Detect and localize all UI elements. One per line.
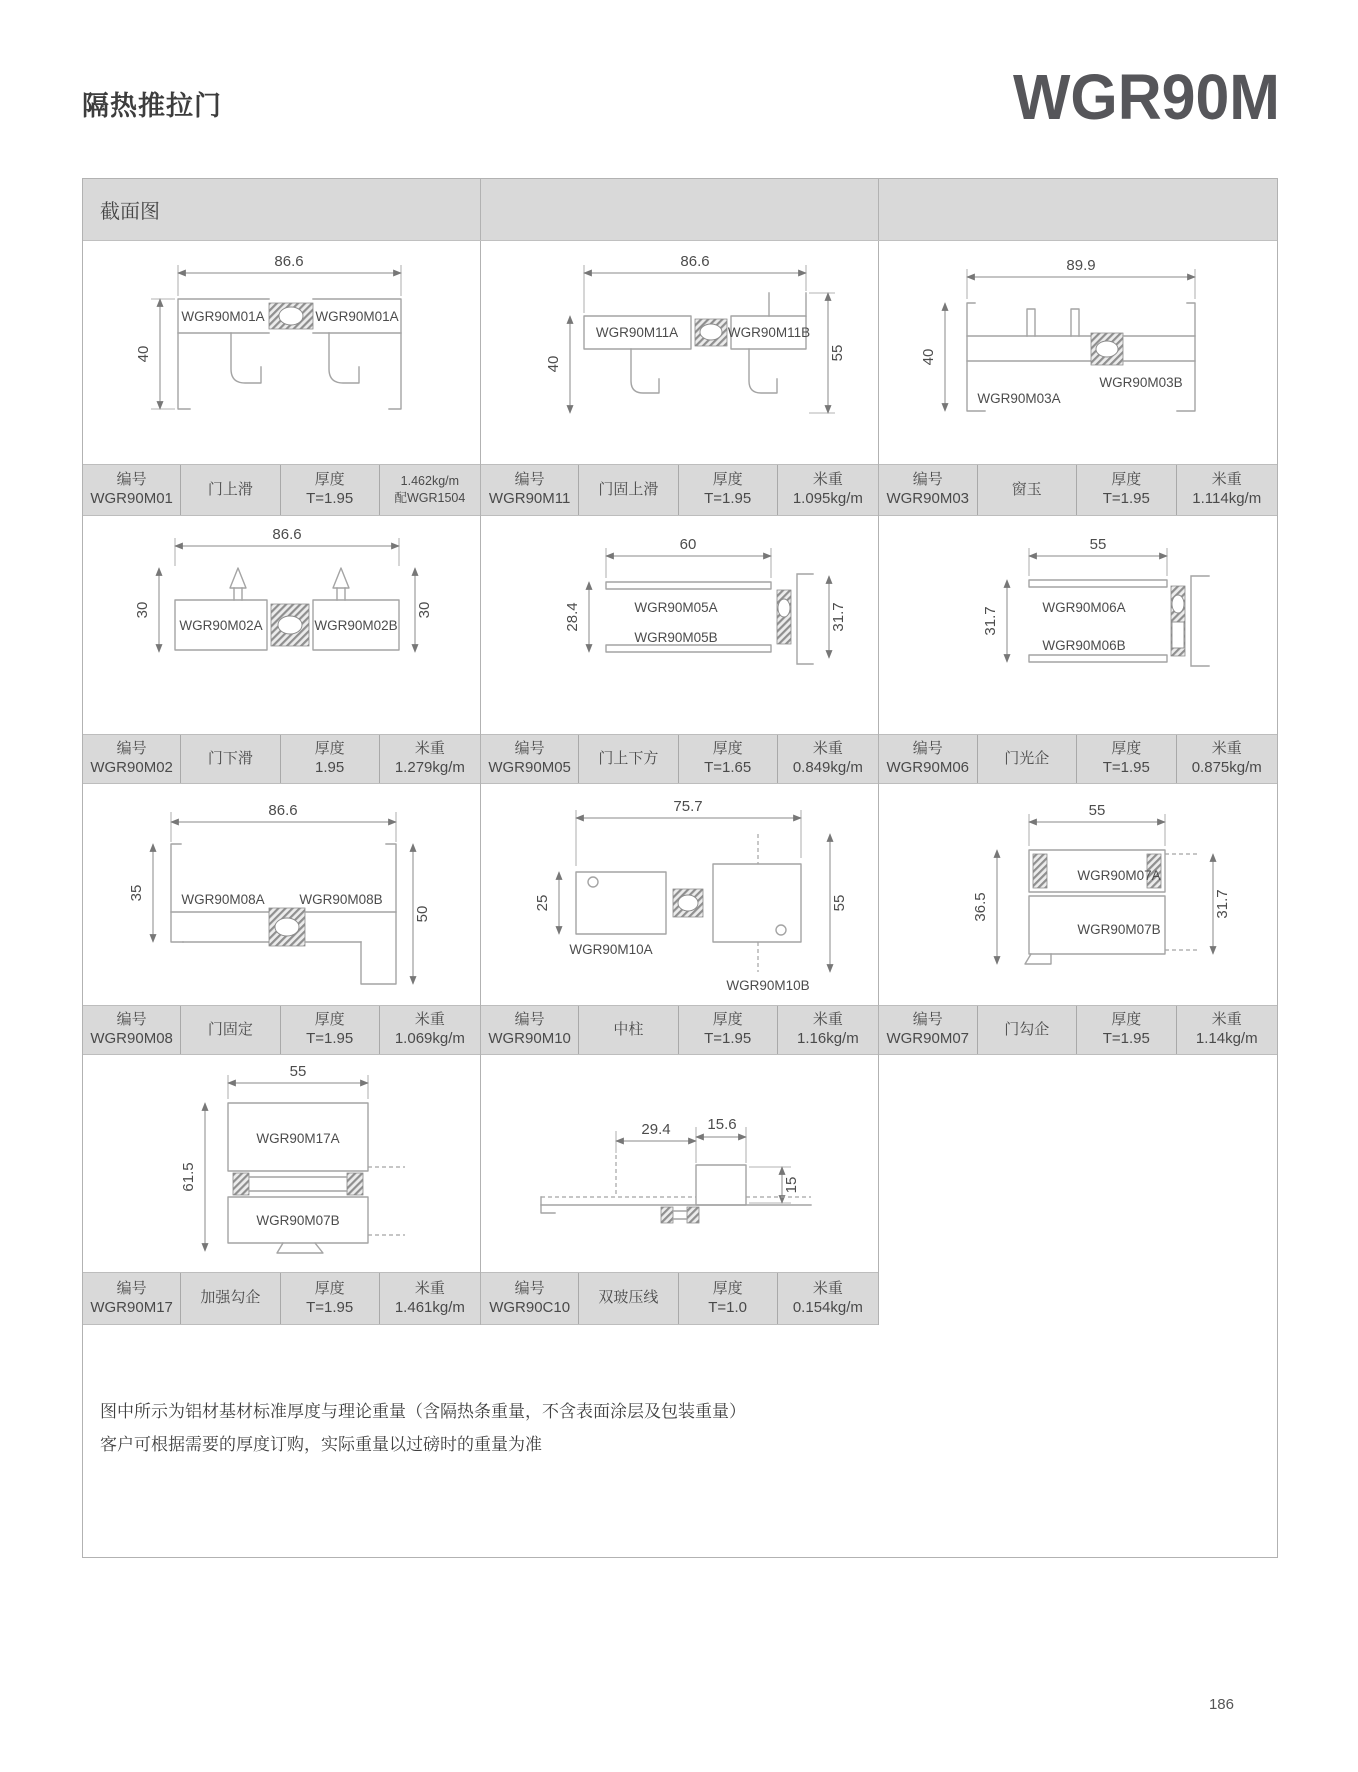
profile-name: 门光企 xyxy=(1004,749,1050,767)
thickness-value: T=1.95 xyxy=(704,1030,752,1047)
column-1 xyxy=(83,241,481,1325)
profile-name: 中柱 xyxy=(613,1020,644,1038)
dim-label: 55 xyxy=(289,1063,307,1080)
name-cell xyxy=(180,465,279,515)
dim-label: 31.7 xyxy=(1214,889,1231,919)
dim-label: 25 xyxy=(534,894,551,912)
thickness-cell xyxy=(1076,1006,1176,1054)
info-row-wgr90m01 xyxy=(83,464,480,516)
name-cell xyxy=(977,735,1077,783)
thickness-cell xyxy=(678,465,777,515)
dim-label: 75.7 xyxy=(673,798,703,815)
dim-label: 60 xyxy=(679,536,697,553)
part-label: WGR90M02B xyxy=(314,618,398,633)
code-label: 编号 xyxy=(514,740,545,758)
thickness-cell xyxy=(280,1273,379,1324)
thickness-label: 厚度 xyxy=(314,471,345,489)
part-label: WGR90M07B xyxy=(256,1213,340,1228)
thickness-cell xyxy=(678,735,777,783)
weight-label: 米重 xyxy=(812,740,843,758)
code-cell xyxy=(481,1273,578,1324)
section-diagram-wgr90m17 xyxy=(83,1055,480,1272)
thickness-cell xyxy=(280,735,379,783)
weight-cell xyxy=(379,1006,480,1054)
weight-cell xyxy=(1176,1006,1277,1054)
code-cell xyxy=(879,465,977,515)
part-label: WGR90M08B xyxy=(299,892,383,907)
profile-name: 门上下方 xyxy=(598,749,659,767)
section-diagram-wgr90m11 xyxy=(481,241,878,464)
profile-table xyxy=(82,178,1278,1558)
section-diagram-wgr90m03 xyxy=(879,241,1277,464)
series-code-title: WGR90M xyxy=(1013,61,1280,133)
thickness-value: T=1.95 xyxy=(306,1030,354,1047)
code-label: 编号 xyxy=(116,471,147,489)
dim-label: 28.4 xyxy=(564,602,581,632)
info-row-wgr90m17 xyxy=(83,1272,480,1325)
part-label: WGR90M03B xyxy=(1099,375,1183,390)
thickness-value: T=1.95 xyxy=(1102,1030,1150,1047)
weight-value: 1.069kg/m xyxy=(394,1030,465,1047)
footnotes xyxy=(83,1325,1277,1557)
info-row-wgr90m10 xyxy=(481,1005,878,1055)
dim-label: 29.4 xyxy=(641,1121,671,1138)
section-diagram-wgr90m02 xyxy=(83,516,480,734)
thickness-value: T=1.95 xyxy=(306,1298,354,1316)
part-label: WGR90M06B xyxy=(1042,638,1126,653)
thickness-label: 厚度 xyxy=(314,740,345,758)
code-value: WGR90M07 xyxy=(886,1030,970,1047)
thickness-value: 1.95 xyxy=(315,759,345,776)
section-diagram-wgr90m06 xyxy=(879,516,1277,734)
code-cell xyxy=(481,465,578,515)
thickness-value: T=1.65 xyxy=(704,759,752,776)
dim-label: 86.6 xyxy=(272,526,302,543)
part-label: WGR90M03A xyxy=(977,391,1061,406)
section-diagram-wgr90m05 xyxy=(481,516,878,734)
thickness-cell xyxy=(280,1006,379,1054)
thickness-label: 厚度 xyxy=(314,1011,345,1029)
name-cell xyxy=(578,1273,677,1324)
section-diagram-wgr90c10 xyxy=(481,1055,878,1272)
weight-value: 0.875kg/m xyxy=(1191,759,1262,776)
table-header-row xyxy=(83,179,1277,241)
weight-label: 米重 xyxy=(1211,1011,1242,1029)
code-label: 编号 xyxy=(514,471,545,489)
code-value: WGR90M01 xyxy=(90,490,173,507)
info-row-wgr90m07 xyxy=(879,1005,1277,1055)
info-row-wgr90c10 xyxy=(481,1272,878,1325)
thickness-cell xyxy=(678,1006,777,1054)
weight-value: 0.849kg/m xyxy=(792,759,863,776)
weight-cell xyxy=(777,1273,878,1324)
dim-label: 31.7 xyxy=(830,602,847,632)
footnote-line: 图中所示为铝材基材标准厚度与理论重量（含隔热条重量，不含表面涂层及包装重量） xyxy=(100,1402,746,1421)
part-label: WGR90M11A xyxy=(595,325,679,340)
code-label: 编号 xyxy=(116,740,147,758)
profile-name: 门勾企 xyxy=(1004,1020,1050,1038)
code-value: WGR90M03 xyxy=(886,490,970,507)
thickness-label: 厚度 xyxy=(1111,740,1142,758)
name-cell xyxy=(977,465,1077,515)
column-3 xyxy=(879,241,1277,1325)
dim-label: 86.6 xyxy=(274,253,304,270)
profile-name: 双玻压线 xyxy=(598,1289,659,1307)
thickness-label: 厚度 xyxy=(1111,471,1142,489)
thickness-label: 厚度 xyxy=(712,1011,743,1029)
dim-label: 15 xyxy=(783,1176,800,1194)
weight-cell xyxy=(777,735,878,783)
part-label: WGR90M10A xyxy=(569,942,653,957)
dim-label: 40 xyxy=(135,345,152,363)
dim-label: 55 xyxy=(831,894,848,912)
profile-name: 门固上滑 xyxy=(598,480,659,498)
column-2 xyxy=(481,241,879,1325)
thickness-value: T=1.95 xyxy=(1102,490,1150,507)
header-cell-empty xyxy=(879,179,1277,240)
name-cell xyxy=(977,1006,1077,1054)
profile-name: 门上滑 xyxy=(207,480,253,498)
code-cell xyxy=(83,1006,180,1054)
weight-value: 1.14kg/m xyxy=(1195,1030,1258,1047)
thickness-label: 厚度 xyxy=(712,740,743,758)
part-label: WGR90M07A xyxy=(1077,868,1161,883)
code-value: WGR90M11 xyxy=(488,490,571,507)
thickness-label: 厚度 xyxy=(712,471,743,489)
dim-label: 35 xyxy=(128,884,145,902)
dim-label: 61.5 xyxy=(180,1162,197,1192)
name-cell xyxy=(578,735,677,783)
dim-label: 89.9 xyxy=(1066,257,1096,274)
weight-label: 米重 xyxy=(414,1279,445,1297)
empty-cell xyxy=(879,1055,1277,1272)
part-label: WGR90M02A xyxy=(179,618,263,633)
weight-label: 米重 xyxy=(414,1011,445,1029)
dim-label: 30 xyxy=(134,601,151,619)
dim-label: 86.6 xyxy=(268,802,298,819)
code-label: 编号 xyxy=(912,471,943,489)
weight-value: 1.279kg/m xyxy=(394,759,465,776)
info-row-wgr90m06 xyxy=(879,734,1277,784)
thickness-cell xyxy=(678,1273,777,1324)
profile-name: 门下滑 xyxy=(207,749,253,767)
code-cell xyxy=(83,1273,180,1324)
section-diagram-wgr90m08 xyxy=(83,784,480,1005)
weight-label: 米重 xyxy=(812,471,843,489)
dim-label: 40 xyxy=(545,355,562,373)
profile-name: 加强勾企 xyxy=(200,1289,261,1307)
code-label: 编号 xyxy=(912,740,943,758)
section-view-header: 截面图 xyxy=(83,179,481,240)
weight-label: 米重 xyxy=(812,1279,843,1297)
thickness-label: 厚度 xyxy=(1111,1011,1142,1029)
weight-label: 米重 xyxy=(1211,471,1242,489)
info-row-wgr90m03 xyxy=(879,464,1277,516)
header-cell-empty xyxy=(481,179,879,240)
code-cell xyxy=(481,1006,578,1054)
empty-cell xyxy=(879,1272,1277,1325)
code-label: 编号 xyxy=(514,1279,545,1297)
dim-label: 55 xyxy=(1088,802,1106,819)
dim-label: 86.6 xyxy=(680,253,710,270)
part-label: WGR90M08A xyxy=(181,892,265,907)
thickness-value: T=1.95 xyxy=(1102,759,1150,776)
code-label: 编号 xyxy=(514,1011,545,1029)
weight-label: 米重 xyxy=(812,1011,843,1029)
weight-cell xyxy=(1176,735,1277,783)
weight-value: 1.114kg/m xyxy=(1192,490,1262,507)
page-title: 隔热推拉门 xyxy=(82,91,222,121)
weight-cell xyxy=(777,1006,878,1054)
thickness-label: 厚度 xyxy=(712,1279,743,1297)
dim-label: 55 xyxy=(1089,536,1107,553)
dim-label: 15.6 xyxy=(707,1116,737,1133)
weight-match: 配WGR1504 xyxy=(394,491,466,505)
dim-label: 36.5 xyxy=(972,892,989,922)
part-label: WGR90M05B xyxy=(634,630,718,645)
weight-value: 0.154kg/m xyxy=(792,1298,863,1316)
code-cell xyxy=(481,735,578,783)
code-value: WGR90C10 xyxy=(489,1298,571,1316)
name-cell xyxy=(180,735,279,783)
part-label: WGR90M17A xyxy=(256,1131,340,1146)
thickness-cell xyxy=(1076,465,1176,515)
info-row-wgr90m02 xyxy=(83,734,480,784)
profile-name: 门固定 xyxy=(207,1020,253,1038)
dim-label: 40 xyxy=(920,348,937,366)
thickness-value: T=1.95 xyxy=(704,490,752,507)
dim-label: 31.7 xyxy=(982,606,999,636)
thickness-cell xyxy=(1076,735,1176,783)
weight-value: 1.095kg/m xyxy=(792,490,863,507)
info-row-wgr90m11 xyxy=(481,464,878,516)
weight-cell xyxy=(379,465,480,515)
dim-label: 30 xyxy=(416,601,433,619)
page-number: 186 xyxy=(1208,1696,1234,1713)
name-cell xyxy=(578,1006,677,1054)
dim-label: 50 xyxy=(414,905,431,923)
thickness-label: 厚度 xyxy=(314,1279,345,1297)
dim-label: 55 xyxy=(829,344,846,362)
name-cell xyxy=(180,1006,279,1054)
code-value: WGR90M05 xyxy=(488,759,571,776)
weight-cell xyxy=(379,735,480,783)
code-cell xyxy=(879,735,977,783)
weight-label: 米重 xyxy=(414,740,445,758)
code-value: WGR90M10 xyxy=(488,1030,571,1047)
code-cell xyxy=(83,735,180,783)
weight-cell xyxy=(1176,465,1277,515)
part-label: WGR90M01A xyxy=(315,309,399,324)
part-label: WGR90M10B xyxy=(726,978,810,993)
thickness-value: T=1.95 xyxy=(306,490,354,507)
section-diagram-wgr90m07 xyxy=(879,784,1277,1005)
code-cell xyxy=(879,1006,977,1054)
code-value: WGR90M17 xyxy=(90,1298,173,1316)
thickness-cell xyxy=(280,465,379,515)
weight-label: 米重 xyxy=(1211,740,1242,758)
part-label: WGR90M01A xyxy=(181,309,265,324)
section-diagram-wgr90m01 xyxy=(83,241,480,464)
weight-value: 1.462kg/m xyxy=(400,474,460,489)
name-cell xyxy=(578,465,677,515)
code-label: 编号 xyxy=(116,1279,147,1297)
thickness-value: T=1.0 xyxy=(708,1298,748,1316)
part-label: WGR90M05A xyxy=(634,600,718,615)
info-row-wgr90m08 xyxy=(83,1005,480,1055)
weight-value: 1.16kg/m xyxy=(797,1030,859,1047)
weight-cell xyxy=(777,465,878,515)
code-label: 编号 xyxy=(912,1011,943,1029)
code-cell xyxy=(83,465,180,515)
code-value: WGR90M08 xyxy=(90,1030,173,1047)
code-value: WGR90M02 xyxy=(90,759,173,776)
section-diagram-wgr90m10 xyxy=(481,784,878,1005)
part-label: WGR90M11B xyxy=(727,325,811,340)
code-value: WGR90M06 xyxy=(886,759,970,776)
code-label: 编号 xyxy=(116,1011,147,1029)
weight-value: 1.461kg/m xyxy=(394,1298,465,1316)
name-cell xyxy=(180,1273,279,1324)
weight-cell xyxy=(379,1273,480,1324)
profile-name: 窗玉 xyxy=(1011,480,1042,498)
footnote-line: 客户可根据需要的厚度订购，实际重量以过磅时的重量为准 xyxy=(100,1435,542,1454)
part-label: WGR90M06A xyxy=(1042,600,1126,615)
info-row-wgr90m05 xyxy=(481,734,878,784)
table-body xyxy=(83,241,1277,1325)
part-label: WGR90M07B xyxy=(1077,922,1161,937)
